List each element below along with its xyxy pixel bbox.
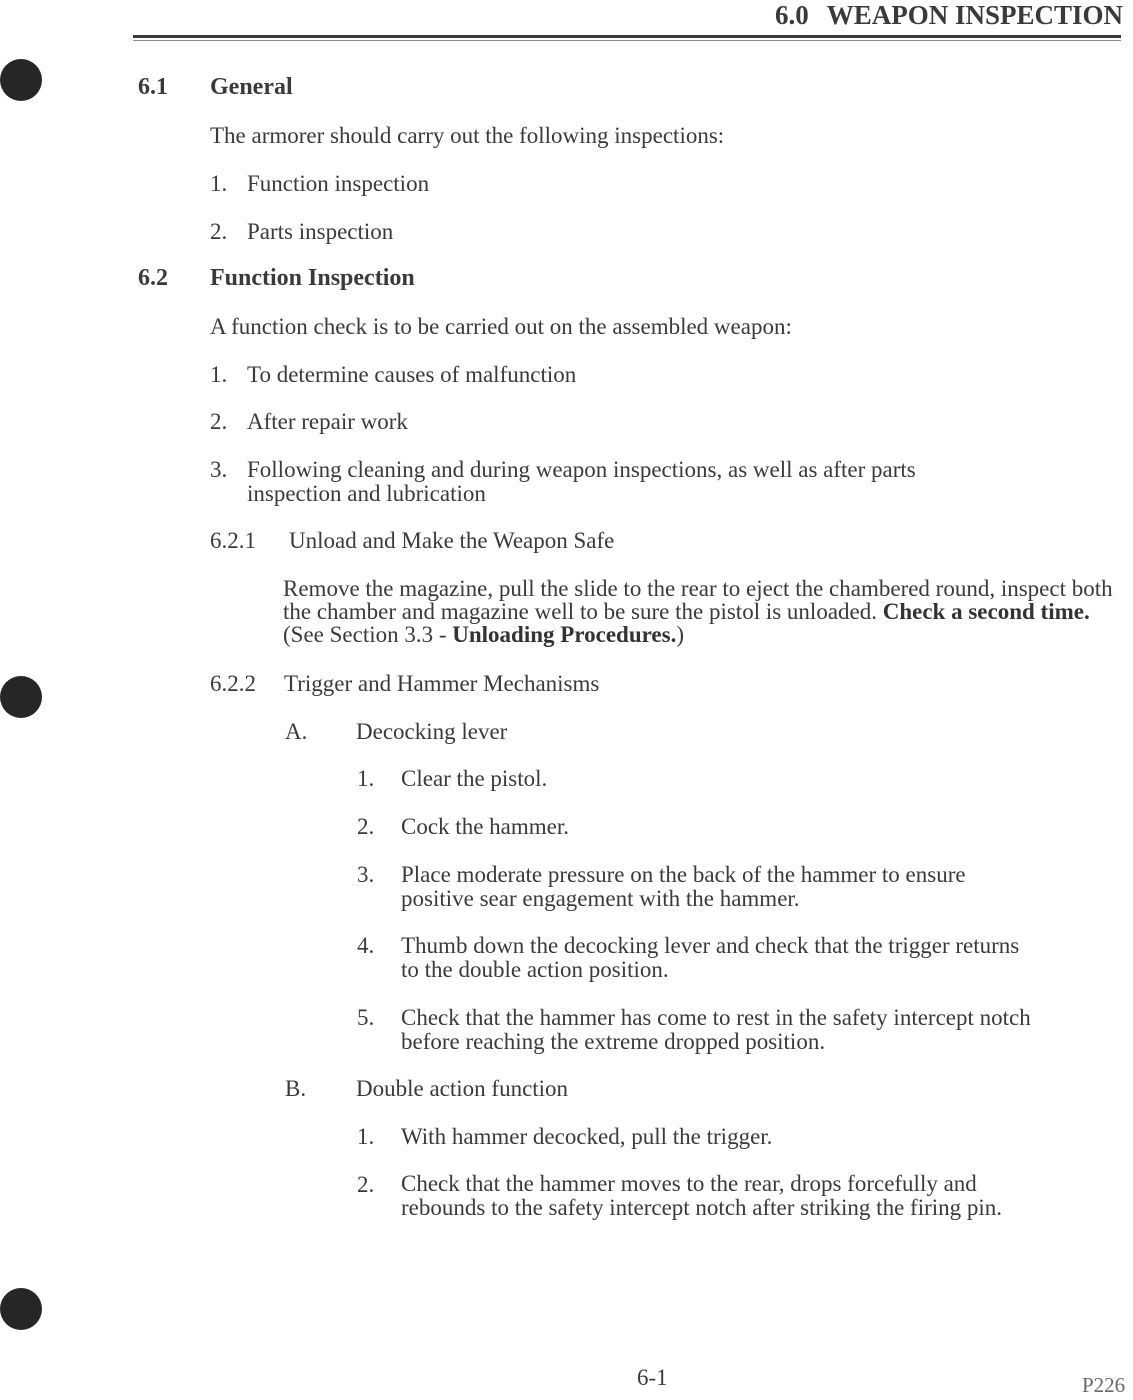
header-rule <box>133 35 1121 38</box>
chapter-heading <box>775 0 1123 31</box>
page-number: 6-1 <box>637 1365 668 1390</box>
subsection-6-2-1-paragraph <box>283 577 1128 646</box>
section-6-1-title: General <box>210 74 293 100</box>
procedure-a-letter: A. <box>285 719 308 744</box>
step-number: 3. <box>357 862 375 887</box>
step-number: 2. <box>357 1172 375 1197</box>
list-item: To determine causes of malfunction <box>247 362 577 387</box>
step-text: to the double action position. <box>401 957 669 982</box>
section-6-2-title: Function Inspection <box>210 265 415 291</box>
step-number: 4. <box>357 933 375 958</box>
chapter-title: WEAPON INSPECTION <box>826 0 1123 30</box>
paragraph-text: ) <box>676 622 684 647</box>
step-text: before reaching the extreme dropped position. <box>401 1029 826 1054</box>
section-6-1-intro: The armorer should carry out the following inspections: <box>210 123 725 148</box>
procedure-b-title: Double action function <box>356 1076 569 1101</box>
list-item: Parts inspection <box>247 219 394 244</box>
chapter-number: 6.0 <box>774 0 809 30</box>
list-item-number: 3. <box>210 457 228 482</box>
binder-hole-top <box>0 59 42 101</box>
subsection-6-2-1-title: Unload and Make the Weapon Safe <box>289 528 615 553</box>
step-text: Place moderate pressure on the back of the hammer to ensure <box>401 862 966 887</box>
step-text: Thumb down the decocking lever and check that the trigger returns <box>401 933 1020 958</box>
step-number: 2. <box>357 814 375 839</box>
step-text: With hammer decocked, pull the trigger. <box>401 1124 773 1149</box>
procedure-b-letter: B. <box>285 1076 307 1101</box>
list-item-number: 2. <box>210 409 228 434</box>
header-rule-thin <box>133 40 1121 41</box>
step-text: positive sear engagement with the hammer. <box>401 886 800 911</box>
step-text: rebounds to the safety intercept notch after striking the firing pin. <box>401 1195 1003 1220</box>
list-item-number: 1. <box>210 171 228 196</box>
list-item: Function inspection <box>247 171 430 196</box>
step-text: Cock the hammer. <box>401 814 569 839</box>
model-label: P226 <box>1082 1373 1126 1397</box>
step-number: 5. <box>357 1005 375 1030</box>
paragraph-text: (See Section 3.3 - <box>283 622 447 647</box>
subsection-6-2-2-title: Trigger and Hammer Mechanisms <box>284 671 600 696</box>
step-text: Clear the pistol. <box>401 766 548 791</box>
section-6-2-intro: A function check is to be carried out on the assembled weapon: <box>210 314 792 339</box>
list-item-line: Following cleaning and during weapon inspections, as well as after parts <box>247 457 916 482</box>
binder-hole-middle <box>0 676 42 718</box>
list-item: After repair work <box>247 409 408 434</box>
subsection-6-2-1-number: 6.2.1 <box>210 528 256 553</box>
subsection-6-2-2-number: 6.2.2 <box>210 671 256 696</box>
section-6-1-number: 6.1 <box>138 74 168 100</box>
procedure-a-title: Decocking lever <box>356 719 508 744</box>
list-item-number: 1. <box>210 362 228 387</box>
binder-hole-bottom <box>0 1288 42 1330</box>
paragraph-text: Remove the magazine, pull the slide to the rear to eject the chambered round, inspect both the chamber and magazine well to be sure the pistol is unloaded. <box>283 576 1113 624</box>
cross-reference: Unloading Procedures. <box>452 622 677 647</box>
paragraph-emphasis: Check a second time. <box>882 599 1090 624</box>
step-number: 1. <box>357 1124 375 1149</box>
section-6-2-number: 6.2 <box>138 265 168 291</box>
list-item-line: inspection and lubrication <box>247 481 486 506</box>
list-item-number: 2. <box>210 219 228 244</box>
step-text: Check that the hammer has come to rest in the safety intercept notch <box>401 1005 1031 1030</box>
step-text: Check that the hammer moves to the rear, drops forcefully and <box>401 1171 977 1196</box>
step-number: 1. <box>357 766 375 791</box>
